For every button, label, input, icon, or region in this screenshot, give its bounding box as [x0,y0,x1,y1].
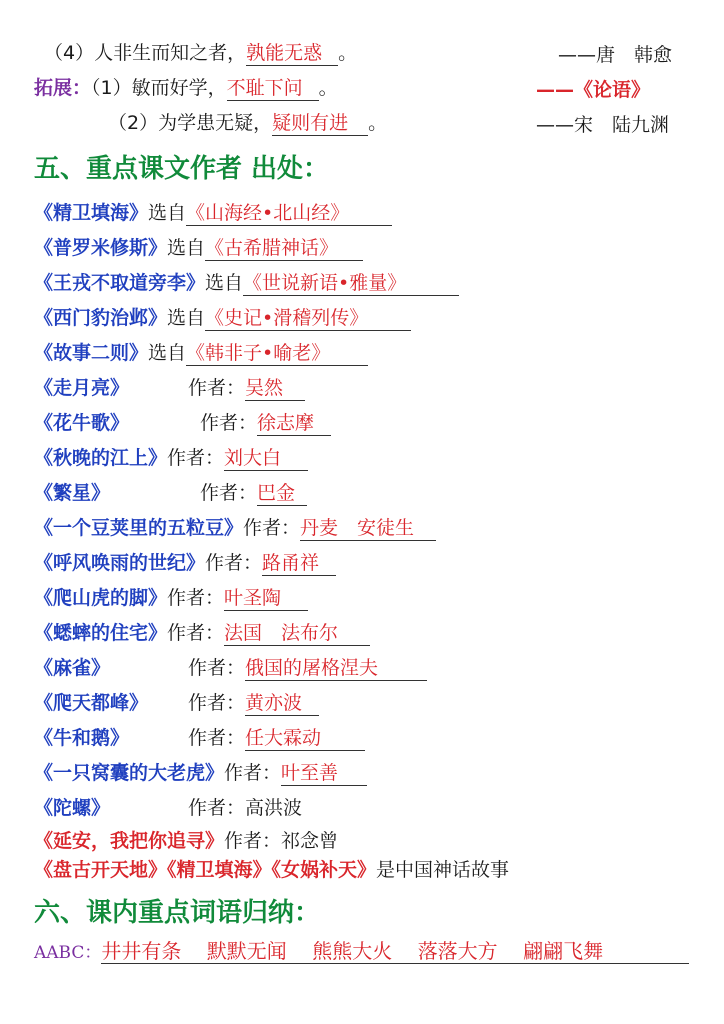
extension-label: 拓展： [34,77,92,99]
author-row [34,513,436,541]
origin-answer: 《山海经•北山经》 [186,203,392,226]
lesson-title: 《繁星》 [34,482,111,504]
yanan-row [34,826,338,853]
author-label: 作者： [243,517,301,539]
lesson-title: 《花牛歌》 [34,412,130,434]
author-label: 作者： [167,587,225,609]
author-name: 高洪波 [245,797,303,819]
lesson-title: 《王戎不取道旁李》 [34,272,206,294]
quote-prefix: （4）人非生而知之者， [44,42,247,64]
quote-prefix: （1）敏而好学， [91,77,227,99]
author-answer: 吴然 [245,378,305,401]
lesson-title: 《一个豆荚里的五粒豆》 [34,517,244,539]
word: 翩翩飞舞 [523,939,604,963]
author-label: 作者： [200,482,258,504]
quote-line-3 [108,108,387,136]
author-answer: 黄亦波 [245,693,319,716]
aabc-row [34,938,689,964]
lesson-title: 《蟋蟀的住宅》 [34,622,168,644]
author-answer: 徐志摩 [257,413,331,436]
author-label: 作者： [188,692,246,714]
author-row [34,793,302,820]
origin-verb: 选自 [148,342,187,364]
quote-line-2 [34,73,338,101]
word: 熊熊大火 [312,939,393,963]
quote-answer: 不耻下问 [227,78,319,101]
lesson-title: 《走月亮》 [34,377,130,399]
lesson-title: 《陀螺》 [34,797,111,819]
origin-answer: 《韩非子•喻老》 [186,343,368,366]
quote-suffix: 。 [318,77,338,99]
author-label: 作者： [188,727,246,749]
lesson-title: 《爬山虎的脚》 [34,587,168,609]
quote-answer: 孰能无惑 [246,43,338,66]
author-answer: 路甬祥 [262,553,336,576]
author-row [34,478,307,506]
author-row [34,408,331,436]
lesson-title: 《精卫填海》 [34,202,149,224]
myth-titles: 《盘古开天地》《精卫填海》《女娲补天》 [34,859,377,881]
quote-answer: 疑则有进 [272,113,368,136]
author-answer: 任大霖动 [245,728,365,751]
author-label: 作者： [188,797,246,819]
quote-source: ——宋 陆九渊 [536,114,670,136]
section-5-title: 五、重点课文作者 出处： [34,154,330,184]
lesson-title: 《故事二则》 [34,342,149,364]
myth-note: 是中国神话故事 [376,859,510,881]
origin-row [34,338,368,366]
origin-row [34,268,459,296]
author-label: 作者： [200,412,258,434]
author-row [34,758,367,786]
quote-prefix: （2）为学患无疑， [108,112,273,134]
author-answer: 刘大白 [224,448,308,471]
word: 井井有条 [101,939,182,963]
author-answer: 巴金 [257,483,307,506]
origin-answer: 《史记•滑稽列传》 [205,308,411,331]
author-answer: 叶圣陶 [224,588,308,611]
quote-line-1 [44,38,357,66]
aabc-words [101,940,689,964]
lesson-title: 《爬天都峰》 [34,692,149,714]
author-label: 作者： [188,377,246,399]
origin-verb: 选自 [205,272,244,294]
author-label: 作者： [167,622,225,644]
word: 落落大方 [417,939,498,963]
origin-answer: 《世说新语•雅量》 [243,273,459,296]
author-answer: 法国 法布尔 [224,623,370,646]
origin-answer: 《古希腊神话》 [205,238,363,261]
origin-row [34,233,363,261]
author-row [34,723,365,751]
author-row [34,373,305,401]
origin-verb: 选自 [167,237,206,259]
lesson-title: 《麻雀》 [34,657,111,679]
author-answer: 叶至善 [281,763,367,786]
origin-verb: 选自 [167,307,206,329]
word: 默默无闻 [206,939,287,963]
author-name: 祁念曾 [281,830,339,852]
author-row [34,688,319,716]
author-row [34,583,308,611]
lesson-title: 《延安，我把你追寻》 [34,830,225,852]
aabc-label: AABC： [34,943,102,963]
author-row [34,618,370,646]
myths-row [34,855,509,882]
origin-row [34,303,411,331]
quote-suffix: 。 [338,42,358,64]
quote-source: ——唐 韩愈 [558,44,673,66]
lesson-title: 《一只窝囊的大老虎》 [34,762,225,784]
lesson-title: 《呼风唤雨的世纪》 [34,552,206,574]
section-6-title: 六、课内重点词语归纳： [34,898,321,928]
author-row [34,548,336,576]
origin-row [34,198,392,226]
author-label: 作者： [188,657,246,679]
lesson-title: 《秋晚的江上》 [34,447,168,469]
author-label: 作者： [205,552,263,574]
quote-suffix: 。 [368,112,388,134]
origin-verb: 选自 [148,202,187,224]
lesson-title: 《牛和鹅》 [34,727,130,749]
lesson-title: 《普罗米修斯》 [34,237,168,259]
author-label: 作者： [224,762,282,784]
author-row [34,443,308,471]
author-label: 作者： [224,830,282,852]
author-answer: 丹麦 安徒生 [300,518,436,541]
lesson-title: 《西门豹治邺》 [34,307,168,329]
author-answer: 俄国的屠格涅夫 [245,658,427,681]
author-row [34,653,427,681]
quote-source: ——《论语》 [536,79,651,101]
author-label: 作者： [167,447,225,469]
